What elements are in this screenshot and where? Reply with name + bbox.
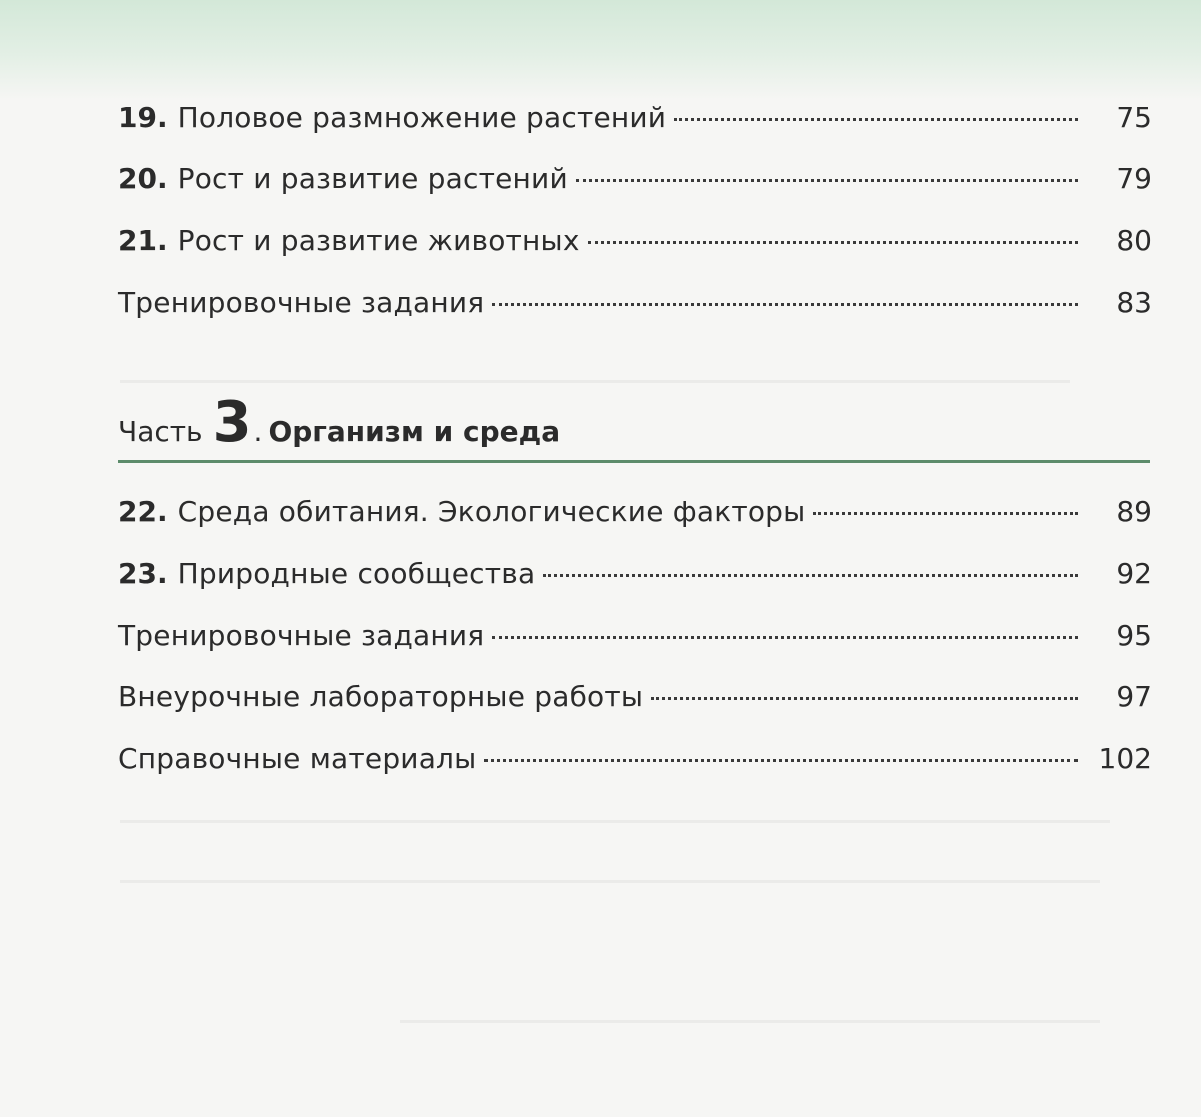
dot-leader [651, 697, 1078, 700]
part-word: Часть [118, 415, 203, 448]
toc-entry-page: 95 [1116, 619, 1152, 652]
dot-leader [588, 241, 1078, 244]
toc-entry-title: Тренировочные задания [118, 286, 485, 319]
toc-entry-title: Половое размножение растений [177, 101, 667, 134]
part-title: Организм и среда [268, 415, 561, 448]
toc-entry-title: Рост и развитие растений [177, 162, 568, 195]
toc-entry-title: Природные сообщества [177, 557, 536, 590]
toc-entry[interactable] [118, 157, 1152, 201]
toc-entry-title: Внеурочные лабораторные работы [118, 680, 644, 713]
toc-entry-number: 19. [118, 101, 168, 134]
toc-entry-number: 21. [118, 224, 168, 257]
show-through-line [400, 1020, 1100, 1023]
toc-entry-title: Справочные материалы [118, 742, 477, 775]
toc-entry[interactable] [118, 490, 1152, 534]
toc-entry-page: 89 [1116, 495, 1152, 528]
toc-entry-page: 102 [1098, 742, 1152, 775]
dot-leader [484, 759, 1078, 762]
toc-entry[interactable] [118, 675, 1152, 719]
toc-entry-title: Среда обитания. Экологические факторы [177, 495, 806, 528]
show-through-line [120, 380, 1070, 383]
toc-entry-title: Рост и развитие животных [177, 224, 580, 257]
toc-entry-title: Тренировочные задания [118, 619, 485, 652]
toc-entry[interactable] [118, 219, 1152, 263]
toc-entry-number: 22. [118, 495, 168, 528]
dot-leader [576, 179, 1078, 182]
toc-entry[interactable] [118, 552, 1152, 596]
toc-entry-page: 83 [1116, 286, 1152, 319]
toc-entry-page: 92 [1116, 557, 1152, 590]
toc-entry[interactable] [118, 737, 1152, 781]
dot-leader [674, 118, 1078, 121]
toc-entry[interactable] [118, 281, 1152, 325]
toc-entry-page: 75 [1116, 101, 1152, 134]
part-heading [118, 390, 1152, 457]
toc-entry[interactable] [118, 614, 1152, 658]
part-number: 3 [212, 390, 252, 455]
toc-entry-number: 20. [118, 162, 168, 195]
toc-entry-number: 23. [118, 557, 168, 590]
show-through-line [120, 880, 1100, 883]
toc-entry[interactable] [118, 96, 1152, 140]
part-separator: . [253, 415, 263, 448]
dot-leader [543, 574, 1078, 577]
part-divider-rule [118, 460, 1150, 463]
dot-leader [492, 636, 1078, 639]
toc-entry-page: 79 [1116, 162, 1152, 195]
toc-entry-page: 97 [1116, 680, 1152, 713]
dot-leader [813, 512, 1078, 515]
show-through-line [120, 820, 1110, 823]
dot-leader [492, 303, 1078, 306]
toc-entry-page: 80 [1116, 224, 1152, 257]
